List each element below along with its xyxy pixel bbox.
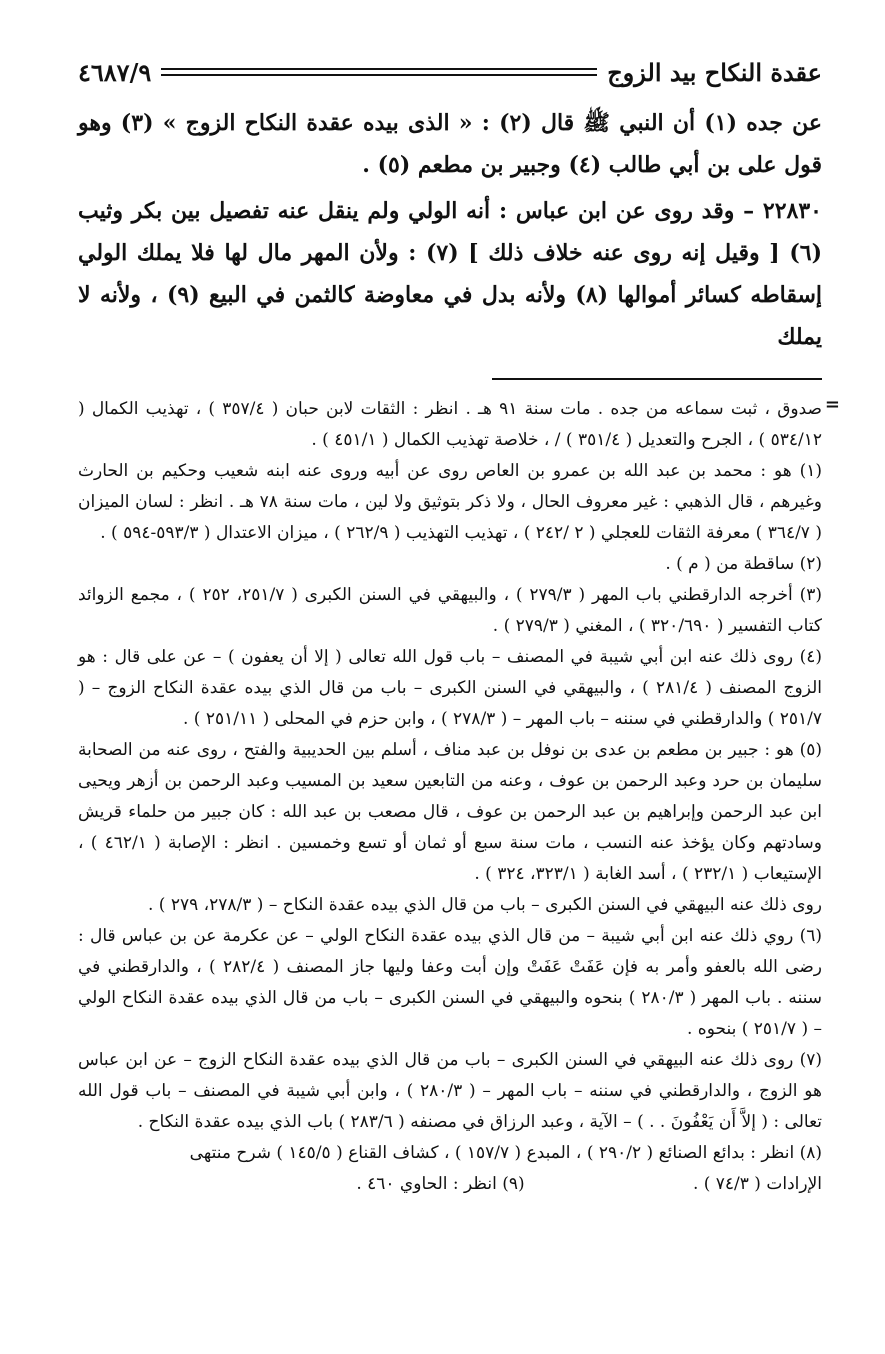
footnote: صدوق ، ثبت سماعه من جده . مات سنة ٩١ هـ . انظر : الثقات لابن حبان ( ٣٥٧/٤ ) ، تهذيب الكمال ( ٥٣٤/١٢ ) ، الجرح والتعديل ( ٣٥١/٤ ) / ، خلاصة تهذيب الكمال ( ٤٥١/١ ) . (78, 399, 822, 450)
main-paragraph: عن جده (١) أن النبي ﷺ قال (٢) : « الذى بيده عقدة النكاح الزوج » (٣) وهو قول على بن أبي طالب (٤) وجبير بن مطعم (٥) . (78, 110, 822, 178)
running-title: عقدة النكاح بيد الزوج (607, 57, 822, 87)
footnote: (١) هو : محمد بن عبد الله بن عمرو بن العاص روى عن أبيه وروى عنه ابنه شعيب وحكيم بن الحارث وغيرهم ، قال الذهبي : غير معروف الحال ، ولا ذكر بتوثيق ولا لين ، مات سنة ٧٨ هـ . انظر : لسان الميزان ( ٣٦٤/٧ ) معرفة الثقات للعجلي ( ٢ /٢٤٢ ) ، تهذيب التهذيب ( ٢٦٢/٩ ) ، ميزان الاعتدال ( ٥٩٣/٣-٥٩٤ ) . (78, 461, 822, 543)
footnote: (٨) انظر : بدائع الصنائع ( ٢٩٠/٢ ) ، المبدع ( ١٥٧/٧ ) ، كشاف القناع ( ١٤٥/٥ ) شرح منتهى (189, 1143, 822, 1163)
footnote-8-end: الإرادات ( ٧٤/٣ ) . (692, 1174, 822, 1194)
footnote: (٤) روى ذلك عنه ابن أبي شيبة في المصنف – باب قول الله تعالى ( إلا أن يعفون ) – عن على قال : هو الزوج المصنف ( ٢٨١/٤ ) ، والبيهقي في السنن الكبرى – باب من قال الذي بيده عقدة النكاح الزوج – ( ٢٥١/٧ ) والدارقطني في سننه – باب المهر – ( ٢٧٨/٣ ) ، وابن حزم في المحلى ( ٢٥١/١١ ) . (78, 647, 822, 729)
header-double-rule (161, 68, 597, 76)
footnote: (٢) ساقطة من ( م ) . (665, 554, 822, 574)
footnote: (٦) روي ذلك عنه ابن أبي شيبة – من قال الذي بيده عقدة النكاح الولي – عن عكرمة عن بن عباس قال : رضى الله بالعفو وأمر به فإن عَفَتْ عَفَتْ وإن أبت وعفا وليها جاز المصنف ( ٢٨٢/٤ ) ، والدارقطني في سننه . باب المهر ( ٢٨٠/٣ ) بنحوه والبيهقي في السنن الكبرى – باب من قال الذي بيده عقدة النكاح الولي – ( ٢٥١/٧ ) بنحوه . (78, 926, 822, 1039)
footnote-last-row (78, 1169, 822, 1200)
main-text (78, 102, 822, 358)
footnote: (٣) أخرجه الدارقطني باب المهر ( ٢٧٩/٣ ) ، والبيهقي في السنن الكبرى ( ٢٥١/٧، ٢٥٢ ) ، مجمع الزوائد كتاب التفسير ( ٣٢٠/٦٩٠ ) ، المغني ( ٢٧٩/٣ ) . (78, 585, 823, 636)
book-page (78, 50, 840, 1200)
footnote: روى ذلك عنه البيهقي في السنن الكبرى – باب من قال الذي بيده عقدة النكاح – ( ٢٧٨/٣، ٢٧٩ ) . (148, 895, 822, 915)
footnote-separator (492, 378, 822, 380)
footnote: (٧) روى ذلك عنه البيهقي في السنن الكبرى – باب من قال الذي بيده عقدة النكاح الزوج – عن ابن عباس هو الزوج ، والدارقطني في سننه – باب المهر – ( ٢٨٠/٣ ) ، وابن أبي شيبة في المصنف – باب قول الله تعالى : ( إلاَّ أَن يَعْفُونَ . . ) – الآية ، وعبد الرزاق في مصنفه ( ٢٨٣/٦ ) باب الذي بيده عقدة النكاح . (78, 1050, 822, 1132)
footnote-9: (٩) انظر : الحاوي ٤٦٠ . (356, 1174, 525, 1194)
footnote: (٥) هو : جبير بن مطعم بن عدى بن نوفل بن عبد مناف ، أسلم بين الحديبية والفتح ، روى عنه من الصحابة سليمان بن حرد وعبد الرحمن بن عوف ، وعنه من التابعين سعيد بن المسيب وعبد الرحمن بن أزهر ويحيى ابن عبد الرحمن وإبراهيم بن عبد الرحمن بن عوف ، قال مصعب بن عبد الله : كان جبير من حلماء قريش وسادتهم وكان يؤخذ عنه النسب ، مات سنة سبع أو ثمان أو تسع وخمسين . انظر : الإصابة ( ٤٦٢/١ ) ، الإستيعاب ( ٢٣٢/١ ) ، أسد الغابة ( ٣٢٣/١، ٣٢٤ ) . (78, 740, 822, 884)
spacer (78, 1169, 188, 1200)
footnotes (78, 394, 840, 1200)
footnote-continuation-mark: = (824, 394, 840, 415)
page-number: ٤٦٨٧/٩ (78, 57, 152, 87)
running-header (78, 50, 822, 94)
main-paragraph: ٢٢٨٣٠ – وقد روى عن ابن عباس : أنه الولي ولم ينقل عنه تفصيل بين بكر وثيب (٦) [ وقيل إنه روى عنه خلاف ذلك ] (٧) : ولأن المهر مال لها فلا يملك الولي إسقاطه كسائر أموالها (٨) ولأنه بدل في معاوضة كالثمن في البيع (٩) ، ولأنه لا يملك (78, 198, 823, 350)
